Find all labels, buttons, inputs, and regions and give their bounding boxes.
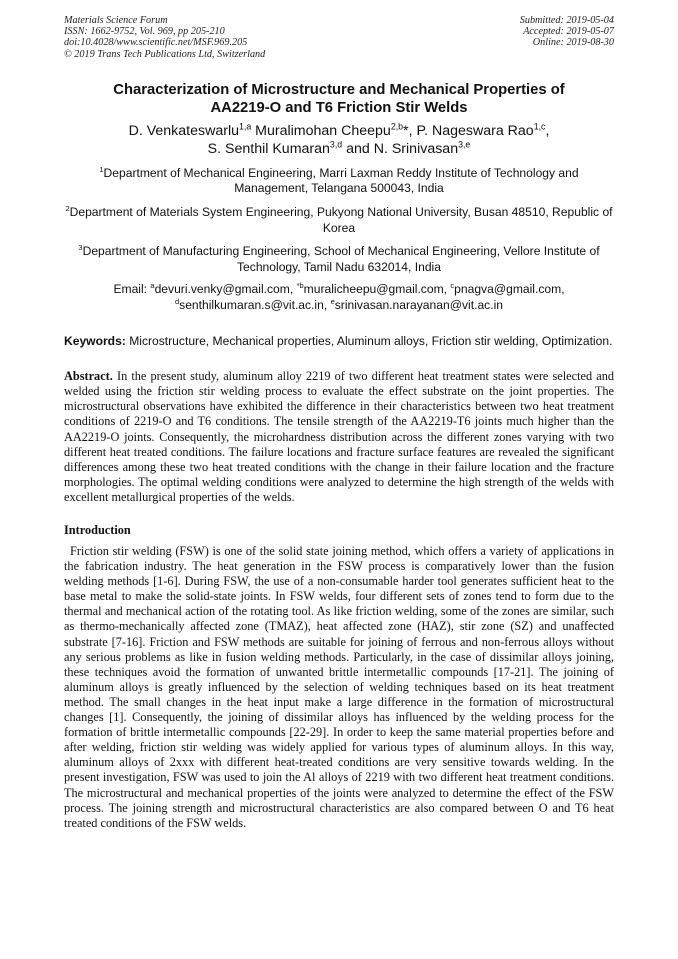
abstract <box>64 369 614 505</box>
email-address[interactable]: muralicheepu@gmail.com, <box>303 282 451 297</box>
affiliation-number: 2 <box>65 203 70 213</box>
email-mark: d <box>174 296 180 306</box>
journal-doi: doi:10.4028/www.scientific.net/MSF.969.205 <box>64 37 248 49</box>
affiliation-number: 3 <box>78 243 83 253</box>
author-name: D. Venkateswarlu <box>128 122 239 139</box>
paper-title-line-1: Characterization of Microstructure and Mechanical Properties of <box>113 81 565 98</box>
email-mark: *b <box>296 281 304 291</box>
author-affiliation-mark: 3,d <box>329 139 343 150</box>
keywords-text: Microstructure, Mechanical properties, Aluminum alloys, Friction stir welding, Optimization. <box>125 333 613 348</box>
introduction-heading: Introduction <box>64 523 131 537</box>
email-mark: e <box>330 296 335 306</box>
author-affiliation-mark: 3,e <box>458 139 471 150</box>
author-separator: , <box>545 122 550 139</box>
journal-copyright: © 2019 Trans Tech Publications Ltd, Switzerland <box>64 48 266 60</box>
date-online: Online: 2019-08-30 <box>532 37 614 49</box>
email-mark: c <box>450 281 455 291</box>
author-name: and N. Srinivasan <box>342 141 459 158</box>
email-label: Email: <box>113 282 151 297</box>
author-line-2 <box>64 140 614 159</box>
corresponding-mark: *, <box>403 122 417 139</box>
author-affiliation-mark: 2,b <box>390 121 404 132</box>
affiliation-text: Department of Materials System Engineering, Pukyong National University, Busan 48510, Republic of Korea <box>69 205 613 235</box>
journal-header <box>64 15 614 60</box>
keywords <box>64 334 614 350</box>
date-accepted: Accepted: 2019-05-07 <box>523 26 614 38</box>
email-list <box>64 282 614 313</box>
keywords-label: Keywords: <box>64 333 126 348</box>
author-name: S. Senthil Kumaran <box>207 141 330 158</box>
abstract-text: In the present study, aluminum alloy 2219 of two different heat treatment states were selected and welded using the friction stir welding process to evaluate the effect substrate on the joint properties. The microstructural observations have exhibited the difference in their characteristics between two heat treatment conditions of 2219-O and T6 conditions. The tensile strength of the AA2219-T6 joints much higher than the AA2219-O joints. Consequently, the microhardness distribution across the different zones varying with two different heat treated conditions. The failure locations and fracture surface features are revealed the significant differences among these two heat treated conditions with the change in their failure location and the fracture morphologies. The optimal welding conditions were analyzed to determine the high strength of the welds with excellent metallurgical properties of the welds. <box>64 369 614 504</box>
email-line-2 <box>64 298 614 314</box>
journal-info <box>64 15 265 60</box>
abstract-label: Abstract. <box>64 369 113 384</box>
email-mark: a <box>150 281 155 291</box>
author-name: P. Nageswara Rao <box>416 122 534 139</box>
journal-issn: ISSN: 1662-9752, Vol. 969, pp 205-210 <box>64 26 225 38</box>
introduction-text: Friction stir welding (FSW) is one of the solid state joining method, which offers a variety of applications in the fabrication industry. The heat generation in the FSW process is comparatively lower than the fusion welding methods [1-6]. During FSW, the use of a non-consumable harder tool generates sufficient heat to the base metal to make the solid-state joints. In FSW welds, four different sets of zones tend to form due to the thermal and mechanical action of the rotating tool. As like friction welding, some of the zones are similar, such as thermo-mechanically affected zone (TMAZ), heat affected zone (HAZ), stir zone (SZ) and unaffected substrate [7-16]. Friction and FSW methods are suitable for joining of ferrous and non-ferrous alloys without any serious problems as like in fusion welding methods. Particularly, in the case of dissimilar alloys joining, these techniques avoid the formation of unwanted brittle intermetallic compounds [17-21]. The joining of aluminum alloys is greatly influenced by the selection of welding techniques based on its heat treatment method. The small changes in the heat input make a large difference in the formation of microstructural changes [1]. Consequently, the joining of dissimilar alloys has influenced by the welding process for the formation of brittle intermetallic compounds [22-29]. In order to keep the same material properties before and after welding, friction stir welding was widely applied for various types of aluminum alloys. In this way, aluminum alloys of 2xxx with different heat-treated conditions are very sensitive towards welding. In the present investigation, FSW was used to join the Al alloys of 2219 with two different heat treatment conditions. The microstructural and mechanical properties of the joints were analyzed to determine the effect of the FSW process. The joining strength and microstructural characteristics are also compared between O and T6 heat treated conditions of the FSW welds. <box>64 544 614 830</box>
affiliation-1 <box>64 166 614 197</box>
email-address[interactable]: srinivasan.narayanan@vit.ac.in <box>334 297 503 312</box>
author-affiliation-mark: 1,c <box>533 121 546 132</box>
email-line-1 <box>64 282 614 298</box>
email-address[interactable]: pnagva@gmail.com, <box>454 282 565 297</box>
paper-title <box>64 81 614 117</box>
author-affiliation-mark: 1,a <box>238 121 252 132</box>
author-line-1 <box>64 122 614 141</box>
author-name: Muralimohan Cheepu <box>251 122 391 139</box>
affiliation-number: 1 <box>99 164 104 174</box>
affiliation-3 <box>64 244 614 275</box>
author-list <box>64 122 614 159</box>
paper-title-line-2: AA2219-O and T6 Friction Stir Welds <box>210 99 468 116</box>
affiliation-text: Department of Manufacturing Engineering, School of Mechanical Engineering, Vellore Institute of Technology, Tamil Nadu 632014, India <box>82 244 600 274</box>
affiliation-text: Department of Mechanical Engineering, Marri Laxman Reddy Institute of Technology and Management, Telangana 500043, India <box>103 165 579 196</box>
journal-name: Materials Science Forum <box>64 15 168 26</box>
email-address[interactable]: devuri.venky@gmail.com, <box>154 282 297 297</box>
email-address[interactable]: senthilkumaran.s@vit.ac.in, <box>179 297 331 312</box>
date-submitted: Submitted: 2019-05-04 <box>519 15 614 26</box>
affiliation-2 <box>64 205 614 236</box>
publication-dates <box>520 15 614 60</box>
